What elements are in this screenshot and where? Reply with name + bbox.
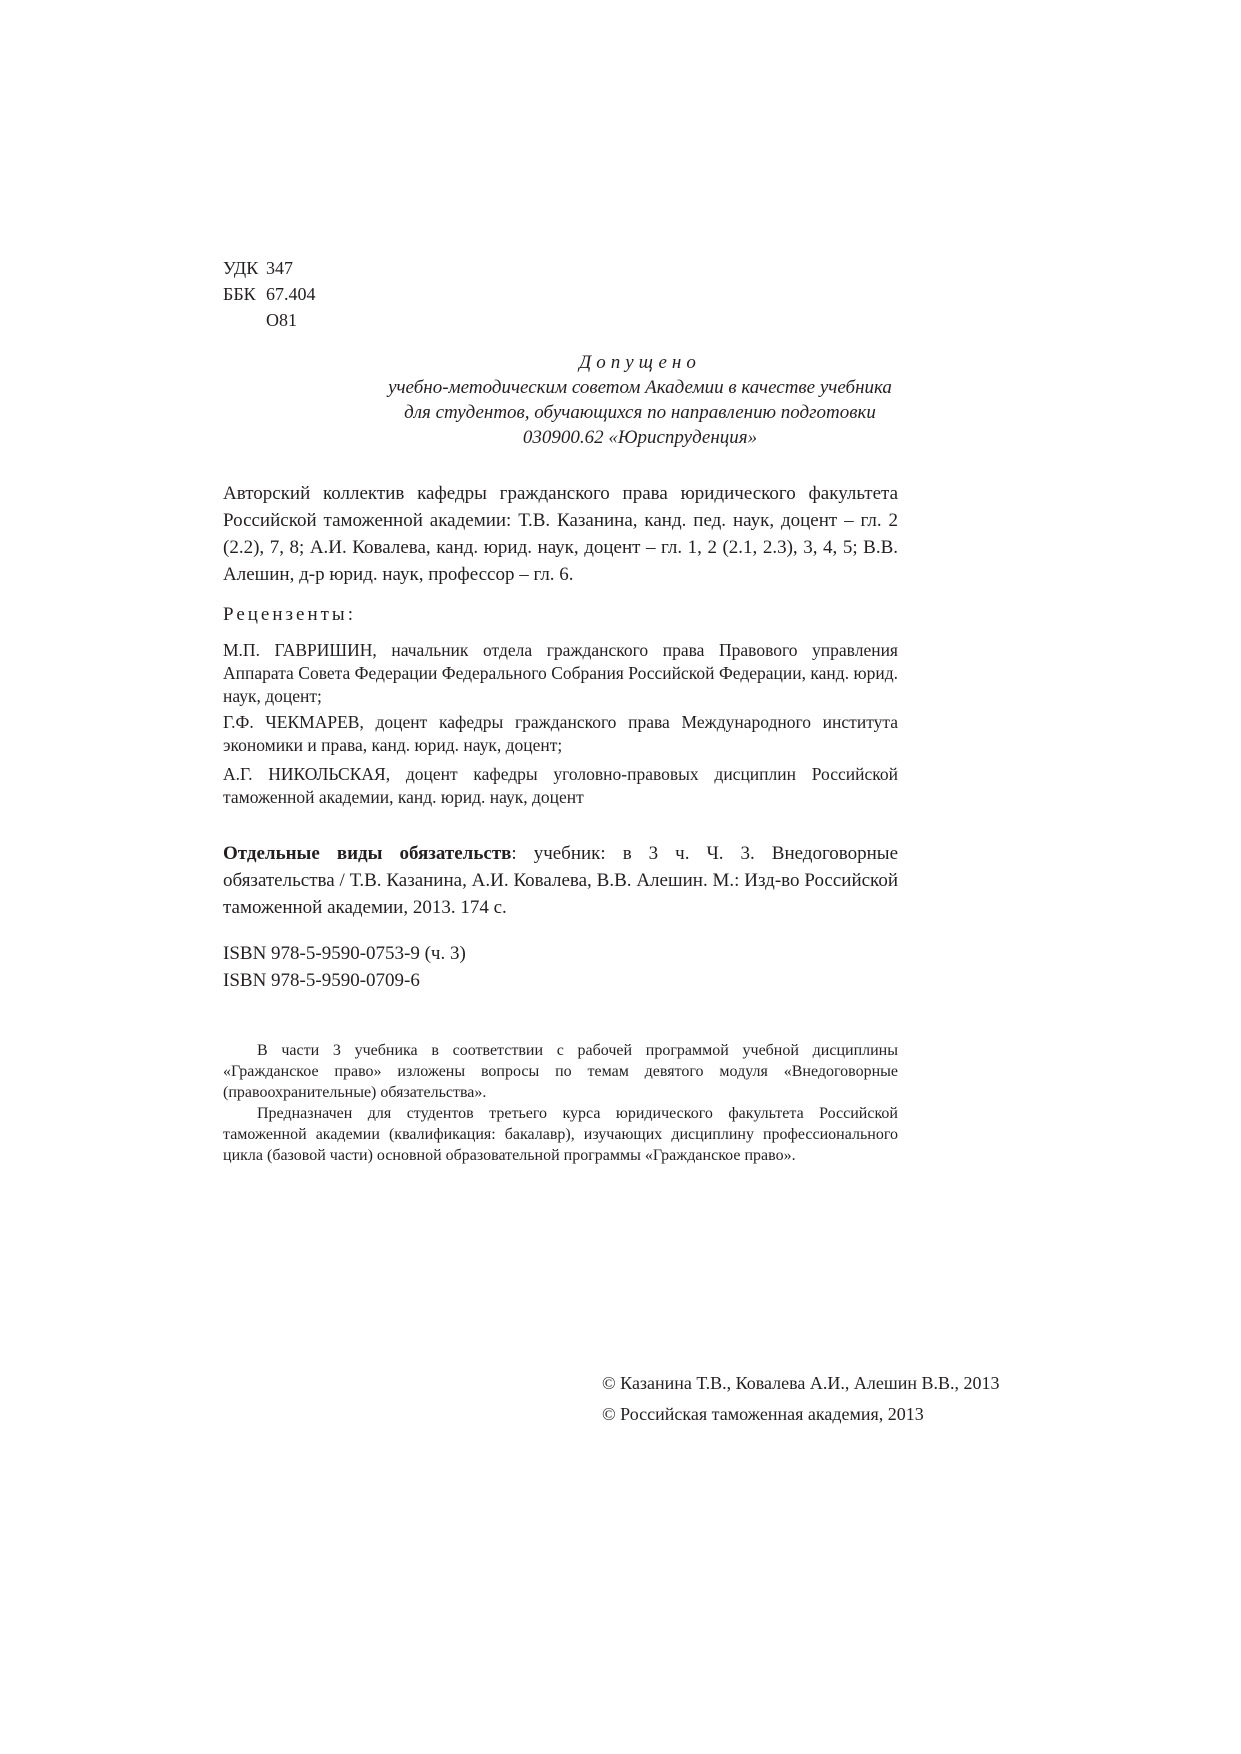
copyright-authors: © Казанина Т.В., Ковалева А.И., Алешин В.В., 2013 <box>602 1373 1000 1393</box>
copyright-block <box>602 1368 999 1430</box>
isbn-line-2: ISBN 978-5-9590-0709-6 <box>223 970 420 991</box>
book-title: Отдельные виды обязательств <box>223 843 512 864</box>
reviewers-heading: Рецензенты: <box>223 604 356 625</box>
approval-line-2: для студентов, обучающихся по направлению подготовки <box>404 402 876 423</box>
author-mark-row <box>223 307 316 333</box>
isbn-line-1: ISBN 978-5-9590-0753-9 (ч. 3) <box>223 943 466 964</box>
author-mark: О81 <box>266 310 297 330</box>
udk-label: УДК <box>223 258 259 278</box>
annotation <box>223 1040 898 1166</box>
annotation-paragraph-2: Предназначен для студентов третьего курса юридического факультета Российской таможенной академии (квалификация: бакалавр), изучающих дисциплину профессионального цикла (базовой части) основной образовательной программы «Гражданское право». <box>223 1105 898 1164</box>
approval-title: Допущено <box>579 352 701 373</box>
reviewer-3: А.Г. НИКОЛЬСКАЯ, доцент кафедры уголовно-правовых дисциплин Российской таможенной академии, канд. юрид. наук, доцент <box>223 764 898 807</box>
udk-value: 347 <box>266 258 293 278</box>
approval-line-3: 030900.62 «Юриспруденция» <box>522 427 758 448</box>
udk-row <box>223 255 316 281</box>
reviewer-2: Г.Ф. ЧЕКМАРЕВ, доцент кафедры гражданского права Международного института экономики и права, канд. юрид. наук, доцент; <box>223 712 898 755</box>
classification-codes <box>223 255 316 333</box>
bbk-value: 67.404 <box>266 284 316 304</box>
approval-note <box>300 350 980 450</box>
bibliographic-record <box>223 840 898 921</box>
copyright-academy: © Российская таможенная академия, 2013 <box>602 1404 924 1424</box>
isbn-block <box>223 940 466 994</box>
bbk-row <box>223 281 316 307</box>
authors-paragraph: Авторский коллектив кафедры гражданского права юридического факультета Российской таможенной академии: Т.В. Казанина, канд. пед. наук, доцент – гл. 2 (2.2), 7, 8; А.И. Ковалева, канд. юрид. наук, доцент – гл. 1, 2 (2.1, 2.3), 3, 4, 5; В.В. Алешин, д-р юрид. наук, профессор – гл. 6. <box>223 483 898 585</box>
bibliographic-details: : учебник: в 3 ч. Ч. 3. Внедоговорные обязательства / Т.В. Казанина, А.И. Ковалева, В.В. Алешин. М.: Изд-во Российской таможенной академии, 2013. 174 с. <box>223 843 898 918</box>
bbk-label: ББК <box>223 284 256 304</box>
reviewer-1: М.П. ГАВРИШИН, начальник отдела гражданского права Правового управления Аппарата Совета Федерации Федерального Собрания Российской Федерации, канд. юрид. наук, доцент; <box>223 640 898 706</box>
approval-line-1: учебно-методическим советом Академии в качестве учебника <box>388 377 892 398</box>
annotation-paragraph-1: В части 3 учебника в соответствии с рабочей программой учебной дисциплины «Гражданское право» изложены вопросы по темам девятого модуля «Внедоговорные (правоохранительные) обязательства». <box>223 1042 898 1101</box>
